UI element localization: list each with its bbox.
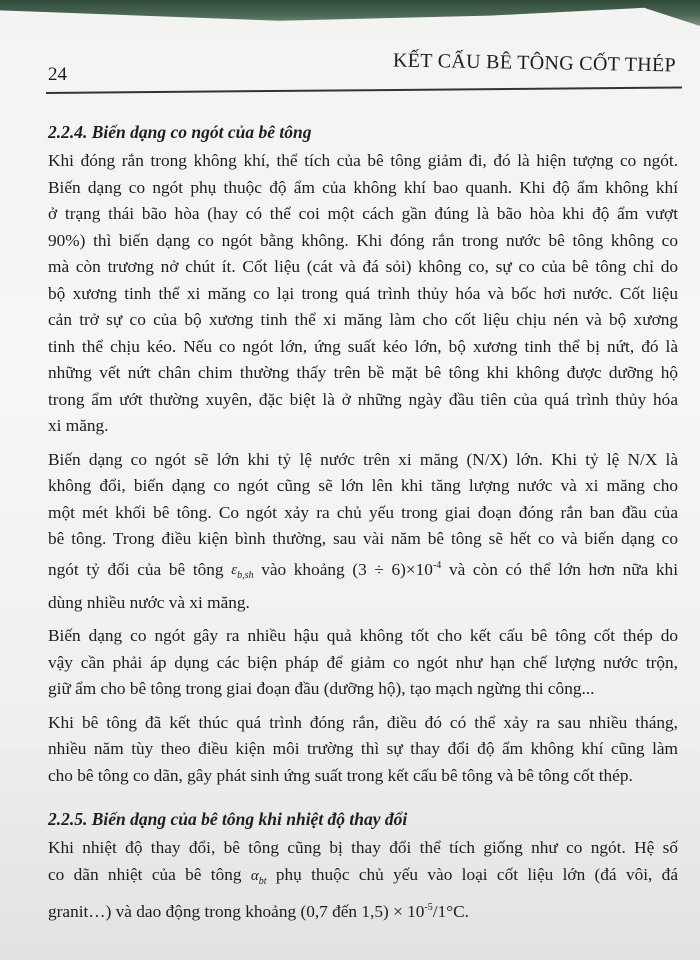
- text-segment: vào khoảng (3 ÷ 6)×10: [253, 559, 433, 579]
- paragraph: [48, 148, 678, 440]
- header-rule: [46, 86, 682, 93]
- section: [48, 118, 678, 789]
- text-line: [48, 895, 678, 925]
- math-symbol: $\varepsilon_{b,sh}$: [231, 562, 254, 582]
- text-line: vậy cần phải áp dụng các biện pháp để giảm co ngót như hạn chế lượng nước trộn,: [48, 652, 678, 672]
- paragraph: [48, 710, 678, 790]
- text-line: tinh thể chịu kéo. Nếu co ngót lớn, ứng suất kéo lớn, bộ xương tinh thể bị nứt, đó là: [48, 336, 678, 356]
- math-exponent: -4: [432, 559, 442, 571]
- text-segment: ngót tỷ đối của bê tông: [48, 559, 232, 579]
- page-number: 24: [48, 64, 67, 85]
- photo-background-edge: [0, 0, 700, 26]
- text-line: mà còn trương nở chút ít. Cốt liệu (cát và đá sỏi) không co, sự co của bê tông chỉ do: [48, 257, 678, 276]
- text-segment: /1°C.: [432, 902, 469, 922]
- text-segment: và còn có thể lớn hơn nữa khi: [441, 559, 678, 579]
- text-line: giữ ẩm cho bê tông trong giai đoạn đầu (dưỡng hộ), tạo mạch ngừng thi công...: [48, 679, 595, 699]
- section-heading: 2.2.4. Biến dạng co ngót của bê tông: [48, 122, 312, 142]
- text-line: cản trở sự co của bộ xương tinh thể xi măng làm cho cốt liệu chịu nén và bộ xương: [48, 310, 678, 329]
- paragraph: [48, 447, 678, 617]
- text-line: dùng nhiều nước và xi măng.: [48, 592, 250, 612]
- math-subscript: bt: [258, 875, 267, 887]
- text-line: Biến dạng co ngót gây ra nhiều hậu quả không tốt cho kết cấu bê tông cốt thép do: [48, 626, 678, 646]
- text-line: Biến dạng co ngót sẽ lớn khi tỷ lệ nước trên xi măng (N/X) lớn. Khi tỷ lệ N/X là: [48, 449, 678, 469]
- text-line: những vết nứt chân chim thường thấy trên bề mặt bê tông khi không được dưỡng hộ: [48, 363, 678, 382]
- section: [48, 805, 678, 925]
- math-exponent: -5: [424, 902, 433, 914]
- text-line: 90%) thì biến dạng co ngót bằng không. Khi đóng rắn trong nước bê tông không co: [48, 230, 678, 250]
- page-body: [48, 118, 678, 933]
- text-line: nhiều năm tùy theo điều kiện môi trường thì sự thay đổi độ ẩm không khí cũng làm: [48, 739, 678, 759]
- text-line: không đổi, biến dạng co ngót cũng sẽ lớn lên khi tăng lượng nước và xi măng cho: [48, 476, 678, 495]
- text-line: trong ẩm ướt thường xuyên, đặc biệt là ở những ngày đầu tiên của quá trình thủy hóa: [48, 389, 678, 409]
- text-line: xi măng.: [48, 416, 109, 435]
- text-line: Khi đóng rắn trong không khí, thể tích của bê tông giảm đi, đó là hiện tượng co ngót.: [48, 151, 678, 170]
- text-line: bộ xương tinh thể xi măng co lại trong quá trình thủy hóa và bốc hơi nước. Cốt liệu: [48, 283, 678, 303]
- text-line: cho bê tông co dãn, gây phát sinh ứng suất trong kết cấu bê tông và bê tông cốt thép.: [48, 765, 633, 785]
- text-line: Biến dạng co ngót phụ thuộc độ ẩm của không khí bao quanh. Khi độ ẩm không khí: [48, 177, 678, 197]
- text-segment: granit…) và dao động trong khoảng (0,7 đến 1,5) × 10: [48, 902, 425, 922]
- running-title: KẾT CẤU BÊ TÔNG CỐT THÉP: [392, 49, 677, 77]
- text-line: Khi nhiệt độ thay đổi, bê tông cũng bị thay đổi thể tích giống như co ngót. Hệ số: [48, 838, 678, 858]
- text-line: một mét khối bê tông. Co ngót xảy ra chủ yếu trong giai đoạn đóng rắn ban đầu của: [48, 502, 678, 522]
- text-segment: co dãn nhiệt của bê tông: [48, 864, 251, 884]
- section-heading: 2.2.5. Biến dạng của bê tông khi nhiệt độ thay đổi: [48, 809, 408, 830]
- text-line: [48, 553, 678, 590]
- text-line: ở trạng thái bão hòa (hay có thể coi một cách gần đúng là bão hòa khi độ ẩm vượt: [48, 204, 678, 223]
- math-subscript: b,sh: [237, 570, 254, 582]
- text-line: bê tông. Trong điều kiện bình thường, sau vài năm bê tông sẽ hết co và biến dạng co: [48, 529, 678, 548]
- text-line: Khi bê tông đã kết thúc quá trình đóng rắn, điều đó có thể xảy ra sau nhiều tháng,: [48, 712, 678, 732]
- paragraph: [48, 835, 678, 925]
- text-segment: phụ thuộc chủ yếu vào loại cốt liệu lớn (đá vôi, đá: [266, 864, 678, 884]
- paragraph: [48, 623, 678, 703]
- text-line: [48, 862, 678, 896]
- math-symbol: $\alpha_{bt}$: [250, 867, 267, 887]
